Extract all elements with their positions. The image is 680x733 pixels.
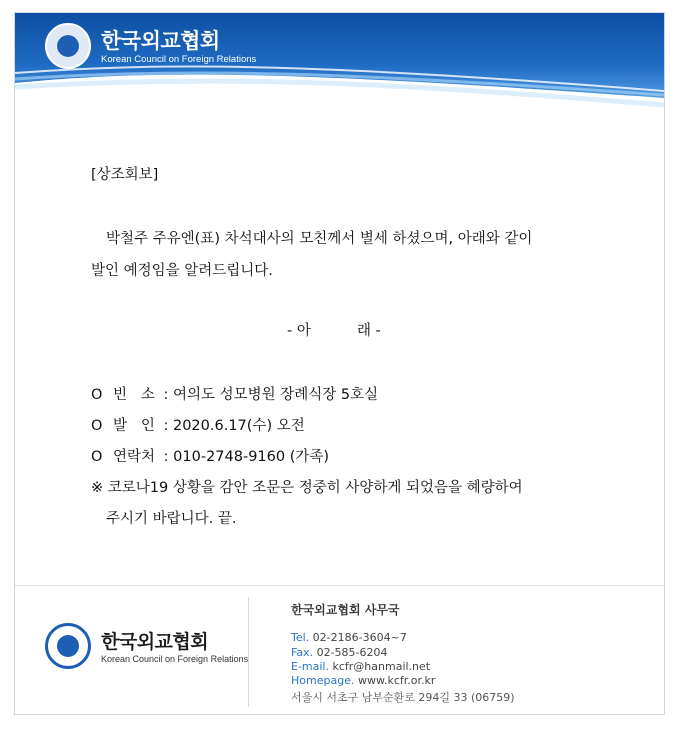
remark-line1: ※ 코로나19 상황을 감안 조문은 정중히 사양하게 되었음을 혜량하여 — [91, 480, 523, 496]
globe-emblem-icon — [45, 23, 91, 69]
bullet: O — [91, 387, 103, 403]
fax-label: Fax. — [291, 646, 314, 659]
list-item — [91, 445, 329, 466]
item-label: 연락처 — [113, 449, 156, 465]
fax-value: 02-585-6204 — [316, 646, 388, 659]
email-link[interactable]: kcfr@hanmail.net — [332, 660, 431, 673]
item-label: 발 인 — [113, 418, 155, 434]
list-item — [91, 414, 305, 435]
footer-separator — [248, 597, 249, 707]
list-item — [91, 383, 378, 404]
globe-emblem-icon — [45, 623, 91, 669]
footer-address: 서울시 서초구 남부순환로 294길 33 (06759) — [291, 691, 515, 704]
remark-line2: 주시기 바랍니다. 끝. — [106, 511, 237, 527]
homepage-label: Homepage. — [291, 674, 355, 687]
item-value: : 010-2748-9160 (가족) — [163, 449, 330, 465]
notice-heading: [상조회보] — [91, 167, 159, 183]
footer-office-name: 한국외교협회 사무국 — [291, 603, 400, 617]
footer-fax — [291, 646, 388, 659]
section-title: - 아 래 - — [287, 323, 381, 339]
footer-org-name: 한국외교협회 — [101, 631, 209, 653]
notice-paragraph-line2: 발인 예정임을 알려드립니다. — [91, 263, 273, 279]
header-org-name-en: Korean Council on Foreign Relations — [101, 54, 257, 65]
footer-divider — [15, 585, 664, 586]
bullet: O — [91, 418, 103, 434]
tel-label: Tel. — [291, 631, 310, 644]
newsletter-frame — [14, 12, 665, 715]
header-org-name: 한국외교협회 — [101, 29, 220, 53]
tel-value: 02-2186-3604~7 — [312, 631, 407, 644]
item-value: : 2020.6.17(수) 오전 — [163, 418, 305, 434]
footer-email — [291, 660, 430, 673]
footer-org-name-en: Korean Council on Foreign Relations — [101, 654, 249, 664]
email-label: E-mail. — [291, 660, 329, 673]
notice-paragraph-line1: 박철주 주유엔(표) 차석대사의 모친께서 별세 하셨으며, 아래와 같이 — [106, 231, 533, 247]
bullet: O — [91, 449, 103, 465]
footer-tel — [291, 631, 407, 644]
header-banner — [15, 13, 664, 128]
homepage-link[interactable]: www.kcfr.or.kr — [357, 674, 436, 687]
footer-homepage — [291, 674, 435, 687]
item-value: : 여의도 성모병원 장례식장 5호실 — [163, 387, 379, 403]
item-label: 빈 소 — [113, 387, 155, 403]
